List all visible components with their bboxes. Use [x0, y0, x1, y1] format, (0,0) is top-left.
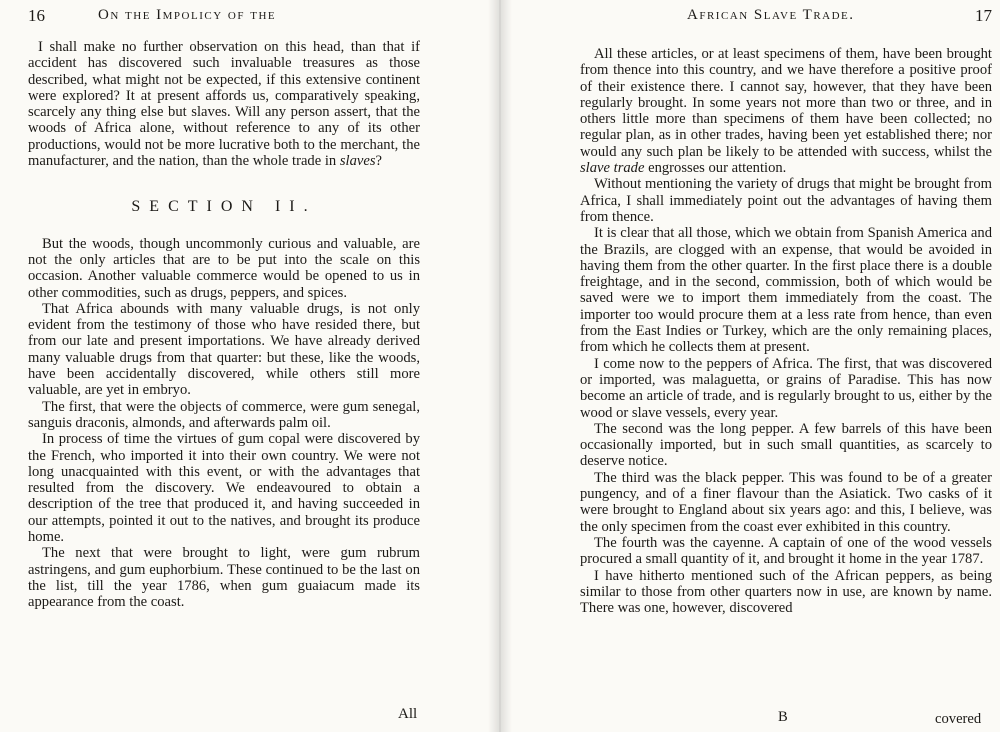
- right-paragraph-4: I come now to the peppers of Africa. The first, that was discovered or imported, was malaguetta, or grains of Paradise. This has now become an article of trade, and is regularly brought to us, either by the wood or slave vessels, every year.: [580, 355, 992, 421]
- left-catchword: All: [398, 706, 418, 722]
- right-paragraph-1-tail: engrosses our attention.: [644, 160, 787, 177]
- right-paragraph-1-text: All these articles, or at least specimens of them, have been brought from thence into this country, and we have therefore a positive proof of their existence there. I cannot say, however, that they have been regularly brought. In some years not more than two or three, and in others little more than specimens of them have been collected; no regular plan, as in other trades, having been yet established there; nor would any such plan be likely to be attended with success, whilst the: [580, 46, 992, 160]
- right-paragraph-8: I have hitherto mentioned such of the African peppers, as being similar to those from other quarters now in use, are known by name. There was one, however, discovered: [580, 567, 992, 617]
- right-page: [500, 0, 1000, 732]
- left-running-head: [28, 4, 420, 30]
- signature-mark: B: [778, 709, 788, 725]
- left-body: [28, 30, 420, 611]
- italic-slaves: slaves: [339, 153, 376, 170]
- left-paragraph-3: That Africa abounds with many valuable drugs, is not only evident from the testimony of those who have resided there, but from our late and present importations. We have already derived many valuable drugs from that quarter: but these, like the woods, have been accidentally discovered, while others still more valuable, are yet in embryo.: [28, 300, 420, 399]
- right-running-title: African Slave Trade.: [687, 7, 855, 23]
- section-heading: SECTION II.: [131, 198, 317, 216]
- left-paragraph-5: In process of time the virtues of gum copal were discovered by the French, who imported it into their own country. We were not long unacquainted with this event, or with the advantages that resulted from the discovery. We endeavoured to obtain a description of the tree that produced it, and having succeeded in our attempts, pointed it out to the natives, and brought its produce home.: [28, 431, 420, 546]
- right-catchword: covered: [935, 711, 982, 727]
- right-body: [580, 30, 992, 616]
- italic-slave-trade: slave trade: [580, 160, 645, 177]
- left-paragraph-4: The first, that were the objects of commerce, were gum senegal, sanguis draconis, almonds, and afterwards palm oil.: [28, 398, 420, 431]
- left-paragraph-1: I shall make no further observation on this head, than that if accident has discovered such invaluable treasures as those described, what might not be expected, if this extensive continent were explored? It at present affords us, comparatively speaking, scarcely any thing else but slaves. Will any person assert, that the woods of Africa alone, without reference to any of its other productions, would not be more lucrative both to the merchant, the manufacturer, and the nation, than the whole trade in slaves?: [28, 39, 420, 170]
- left-paragraph-1-text: I shall make no further observation on this head, than that if accident has discovered such invaluable treasures as those described, what might not be expected, if this extensive continent were explored? It at present affords us, comparatively speaking, scarcely any thing else but slaves. Will any person assert, that the woods of Africa alone, without reference to any of its other productions, would not be more lucrative both to the merchant, the manufacturer, and the nation, than the whole trade in: [28, 39, 420, 170]
- right-paragraph-3: It is clear that all those, which we obtain from Spanish America and the Brazils, are clogged with an expense, that would be avoided in having them from the other quarter. In the first place there is a double freightage, and in the second, commission, both of which would be saved were we to import them immediately from the coast. The importer too would procure them at a less rate from hence, than even from the East Indies or Turkey, which are the only remaining places, from which he collects them at present.: [580, 225, 992, 356]
- right-paragraph-6: The third was the black pepper. This was found to be of a greater pungency, and of a finer flavour than the Asiatick. Two casks of it were brought to England about six years ago: and this, I believe, was the only specimen from the coast ever exhibited in this country.: [580, 469, 992, 535]
- right-paragraph-2: Without mentioning the variety of drugs that might be brought from Africa, I shall immediately point out the advantages of having them from thence.: [580, 176, 992, 225]
- left-paragraph-2: But the woods, though uncommonly curious and valuable, are not the only articles that are to be put into the scale on this occasion. Another valuable commerce would be opened to us in other commodities, such as drugs, peppers, and spices.: [28, 235, 420, 301]
- right-running-head: [580, 4, 992, 30]
- left-running-title: On the Impolicy of the: [98, 7, 277, 23]
- right-page-number: 17: [975, 6, 992, 25]
- right-paragraph-1: [580, 46, 992, 176]
- left-page-number: 16: [28, 6, 45, 25]
- right-paragraph-7: The fourth was the cayenne. A captain of one of the wood vessels procured a small quantity of it, and brought it home in the year 1787.: [580, 534, 992, 568]
- left-paragraph-6: The next that were brought to light, were gum rubrum astringens, and gum euphorbium. These continued to be the last on the list, till the year 1786, when gum guaiacum made its appearance from the coast.: [28, 545, 420, 611]
- right-paragraph-5: The second was the long pepper. A few barrels of this have been occasionally imported, but in such small quantities, as scarcely to deserve notice.: [580, 420, 992, 470]
